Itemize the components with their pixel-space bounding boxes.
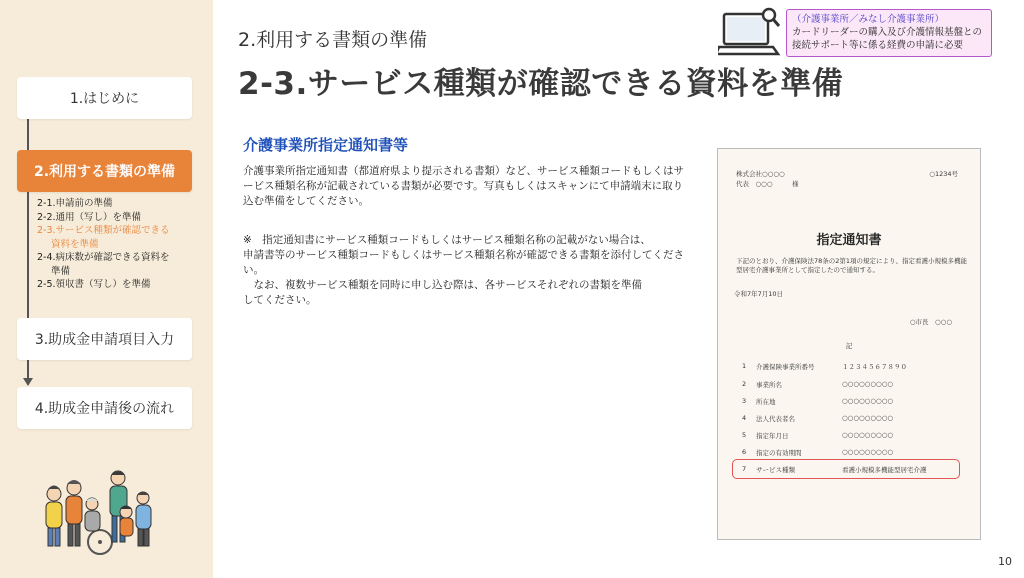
sample-notification-document (717, 148, 981, 540)
doc-signature: ○市長 ○○○ (909, 318, 952, 326)
doc-row-num: 6 (742, 448, 747, 456)
doc-row-label: 事業所名 (756, 381, 782, 389)
doc-row-num: 1 (742, 362, 747, 370)
doc-row (742, 448, 962, 458)
doc-row-label: サービス種類 (756, 466, 795, 474)
content-subheading: 介護事業所指定通知書等 (243, 136, 409, 154)
doc-company: 株式会社○○○○ (736, 170, 785, 178)
subnav-list (37, 197, 207, 292)
laptop-search-icon (718, 6, 782, 58)
subnav-item-2-2[interactable]: 2-2.通用（写し）を準備 (37, 211, 142, 223)
nav-item-label: 3.助成金申請項目入力 (34, 332, 175, 348)
content-paragraph-2 (243, 233, 693, 308)
doc-row-label: 所在地 (756, 398, 776, 406)
nav-item-introduction[interactable] (17, 77, 192, 119)
doc-row (742, 397, 962, 407)
doc-row-label: 指定年月日 (756, 432, 789, 440)
nav-item-application-input[interactable] (17, 318, 192, 360)
doc-row (742, 414, 962, 424)
nav-item-after-application[interactable] (17, 387, 192, 429)
doc-row-num: 5 (742, 431, 747, 439)
subnav-item-2-4[interactable]: 2-4.病床数が確認できる資料を (37, 252, 170, 263)
doc-row-num: 3 (742, 397, 747, 405)
doc-row (742, 431, 962, 441)
doc-row-value: ○○○○○○○○○ (842, 380, 894, 388)
doc-row-service-type (742, 465, 962, 475)
nav-item-label: 2.利用する書類の準備 (33, 164, 176, 180)
doc-row-value: ○○○○○○○○○ (842, 397, 894, 405)
doc-row-value: ○○○○○○○○○ (842, 414, 894, 422)
content-paragraph-2-text: ※ 指定通知書にサービス種類コードもしくはサービス種類名称の記載がない場合は、 申請書等のサービス種類コードもしくはサービス種類名称が確認できる書類を添付してください。 なお、複数サービス種類を同時に申し込む際は、各サービスそれぞれの書類を準備 してください。 (243, 234, 684, 306)
subnav-item-2-3[interactable]: 2-3.サービス種類が確認できる (37, 225, 170, 236)
doc-representative: 代表 ○○○ 様 (736, 180, 799, 188)
nav-item-label: 4.助成金申請後の流れ (34, 401, 175, 417)
sidebar (0, 0, 213, 578)
doc-row-num: 4 (742, 414, 747, 422)
doc-row (742, 362, 962, 372)
doc-row-value: ○○○○○○○○○ (842, 431, 894, 439)
nav-item-document-preparation[interactable] (17, 150, 192, 192)
doc-row-num: 2 (742, 380, 747, 388)
doc-row-label: 法人代表者名 (756, 415, 795, 423)
doc-number: ○1234号 (929, 170, 958, 178)
doc-ki: 記 (845, 342, 853, 350)
subnav-item-2-3-cont[interactable]: 資料を準備 (51, 238, 99, 250)
subnav-item-2-5[interactable]: 2-5.領収書（写し）を準備 (37, 279, 151, 290)
doc-title: 指定通知書 (816, 233, 882, 248)
doc-intro: 下記のとおり、介護保険法78条の2第1項の規定により、指定看護小規模多機能型居宅介護事業所として指定したので通知する。 (736, 257, 968, 274)
doc-row-value: １２３４５６７８９０ (842, 363, 907, 371)
doc-row-value: ○○○○○○○○○ (842, 448, 894, 456)
doc-date: 令和7年7月10日 (734, 290, 784, 298)
nav-item-label: 1.はじめに (69, 91, 140, 107)
note-text: カードリーダーの購入及び介護情報基盤との接続サポート等に係る経費の申請に必要 (792, 27, 983, 51)
doc-recipient (736, 169, 799, 189)
nav-arrow-icon (23, 378, 33, 386)
subnav-item-2-4-cont[interactable]: 準備 (51, 265, 71, 277)
note-heading: （介護事業所／みなし介護事業所） (792, 14, 945, 25)
page-number: 10 (998, 555, 1012, 568)
content-paragraph-1: 介護事業所指定通知書（都道府県より提示される書類）など、サービス種類コードもしくはサービス種類名称が記載されている書類が必要です。写真もしくはスキャンにて申請端末に取り込む準備をしてください。 (243, 165, 684, 207)
doc-row-label: 介護保険事業所番号 (756, 363, 815, 371)
applicability-note (786, 9, 992, 57)
doc-row-label: 指定の有効期間 (756, 449, 802, 457)
care-people-illustration-icon (40, 468, 155, 558)
section-heading: 2.利用する書類の準備 (238, 29, 428, 51)
doc-row (742, 380, 962, 390)
doc-row-num: 7 (742, 465, 747, 473)
doc-row-value: 看護小規模多機能型居宅介護 (842, 466, 927, 474)
subnav-item-2-1[interactable]: 2-1.申請前の準備 (37, 198, 113, 209)
page-title: 2-3.サービス種類が確認できる資料を準備 (238, 66, 844, 102)
